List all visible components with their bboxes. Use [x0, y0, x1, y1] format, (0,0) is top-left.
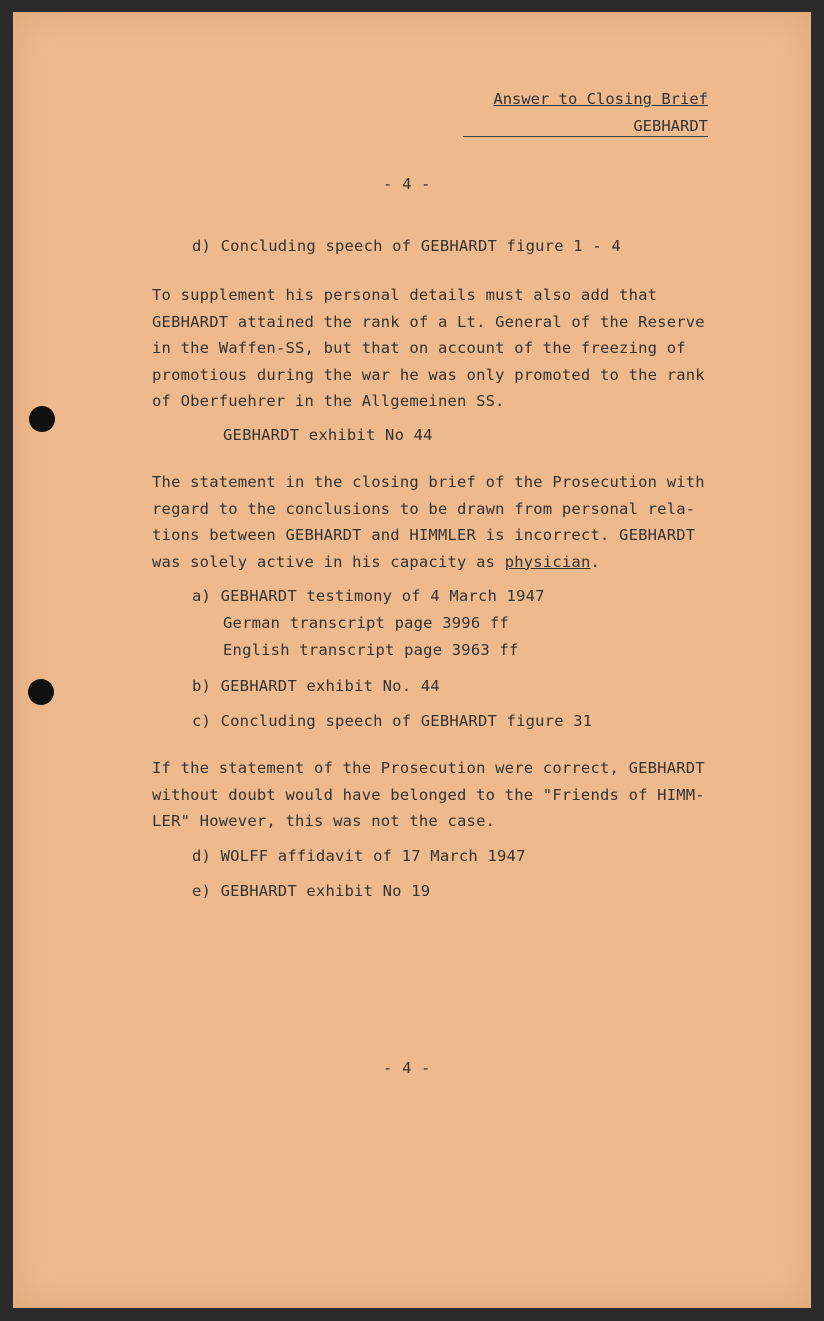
- text-line: GEBHARDT attained the rank of a Lt. General of the Reserve: [152, 312, 705, 331]
- page-number-top: - 4 -: [383, 175, 431, 193]
- section-heading: d) Concluding speech of GEBHARDT figure 1 - 4: [192, 237, 621, 255]
- list-item-c: c) Concluding speech of GEBHARDT figure 31: [192, 712, 593, 730]
- list-item-a-detail: German transcript page 3996 ff: [223, 614, 509, 632]
- punch-hole: [28, 679, 54, 705]
- text-line: To supplement his personal details must also add that: [152, 286, 658, 304]
- exhibit-reference: GEBHARDT exhibit No 44: [223, 426, 433, 444]
- text-line: promotious during the war he was only promoted to the rank: [152, 365, 705, 384]
- paragraph-friends-of-himmler: [152, 755, 752, 835]
- header-title: Answer to Closing Brief: [493, 90, 708, 108]
- text-line: was solely active in his capacity as physician.: [152, 552, 601, 571]
- text-line: The statement in the closing brief of the Prosecution with: [152, 473, 705, 491]
- list-item-b: b) GEBHARDT exhibit No. 44: [192, 677, 440, 695]
- text-line: without doubt would have belonged to the "Friends of HIMM-: [152, 785, 705, 804]
- text-line: tions between GEBHARDT and HIMMLER is incorrect. GEBHARDT: [152, 526, 696, 544]
- header-name: GEBHARDT: [463, 117, 708, 137]
- document-page: [13, 12, 811, 1308]
- page-number-bottom: - 4 -: [383, 1059, 431, 1077]
- punch-hole: [29, 406, 55, 432]
- list-item-e: e) GEBHARDT exhibit No 19: [192, 882, 431, 900]
- text-line: regard to the conclusions to be drawn from personal rela-: [152, 499, 696, 518]
- list-item-a-detail: English transcript page 3963 ff: [223, 641, 519, 659]
- text-line: If the statement of the Prosecution were correct, GEBHARDT: [152, 759, 705, 777]
- list-item-d: d) WOLFF affidavit of 17 March 1947: [192, 847, 526, 865]
- underlined-word: physician: [504, 552, 591, 571]
- text-line: in the Waffen-SS, but that on account of the freezing of: [152, 339, 686, 357]
- paragraph-personal-details: [152, 282, 752, 415]
- text-line: of Oberfuehrer in the Allgemeinen SS.: [152, 392, 505, 410]
- text-line: LER" However, this was not the case.: [152, 812, 496, 830]
- paragraph-personal-relations: [152, 469, 752, 575]
- list-item-a: a) GEBHARDT testimony of 4 March 1947: [192, 587, 545, 605]
